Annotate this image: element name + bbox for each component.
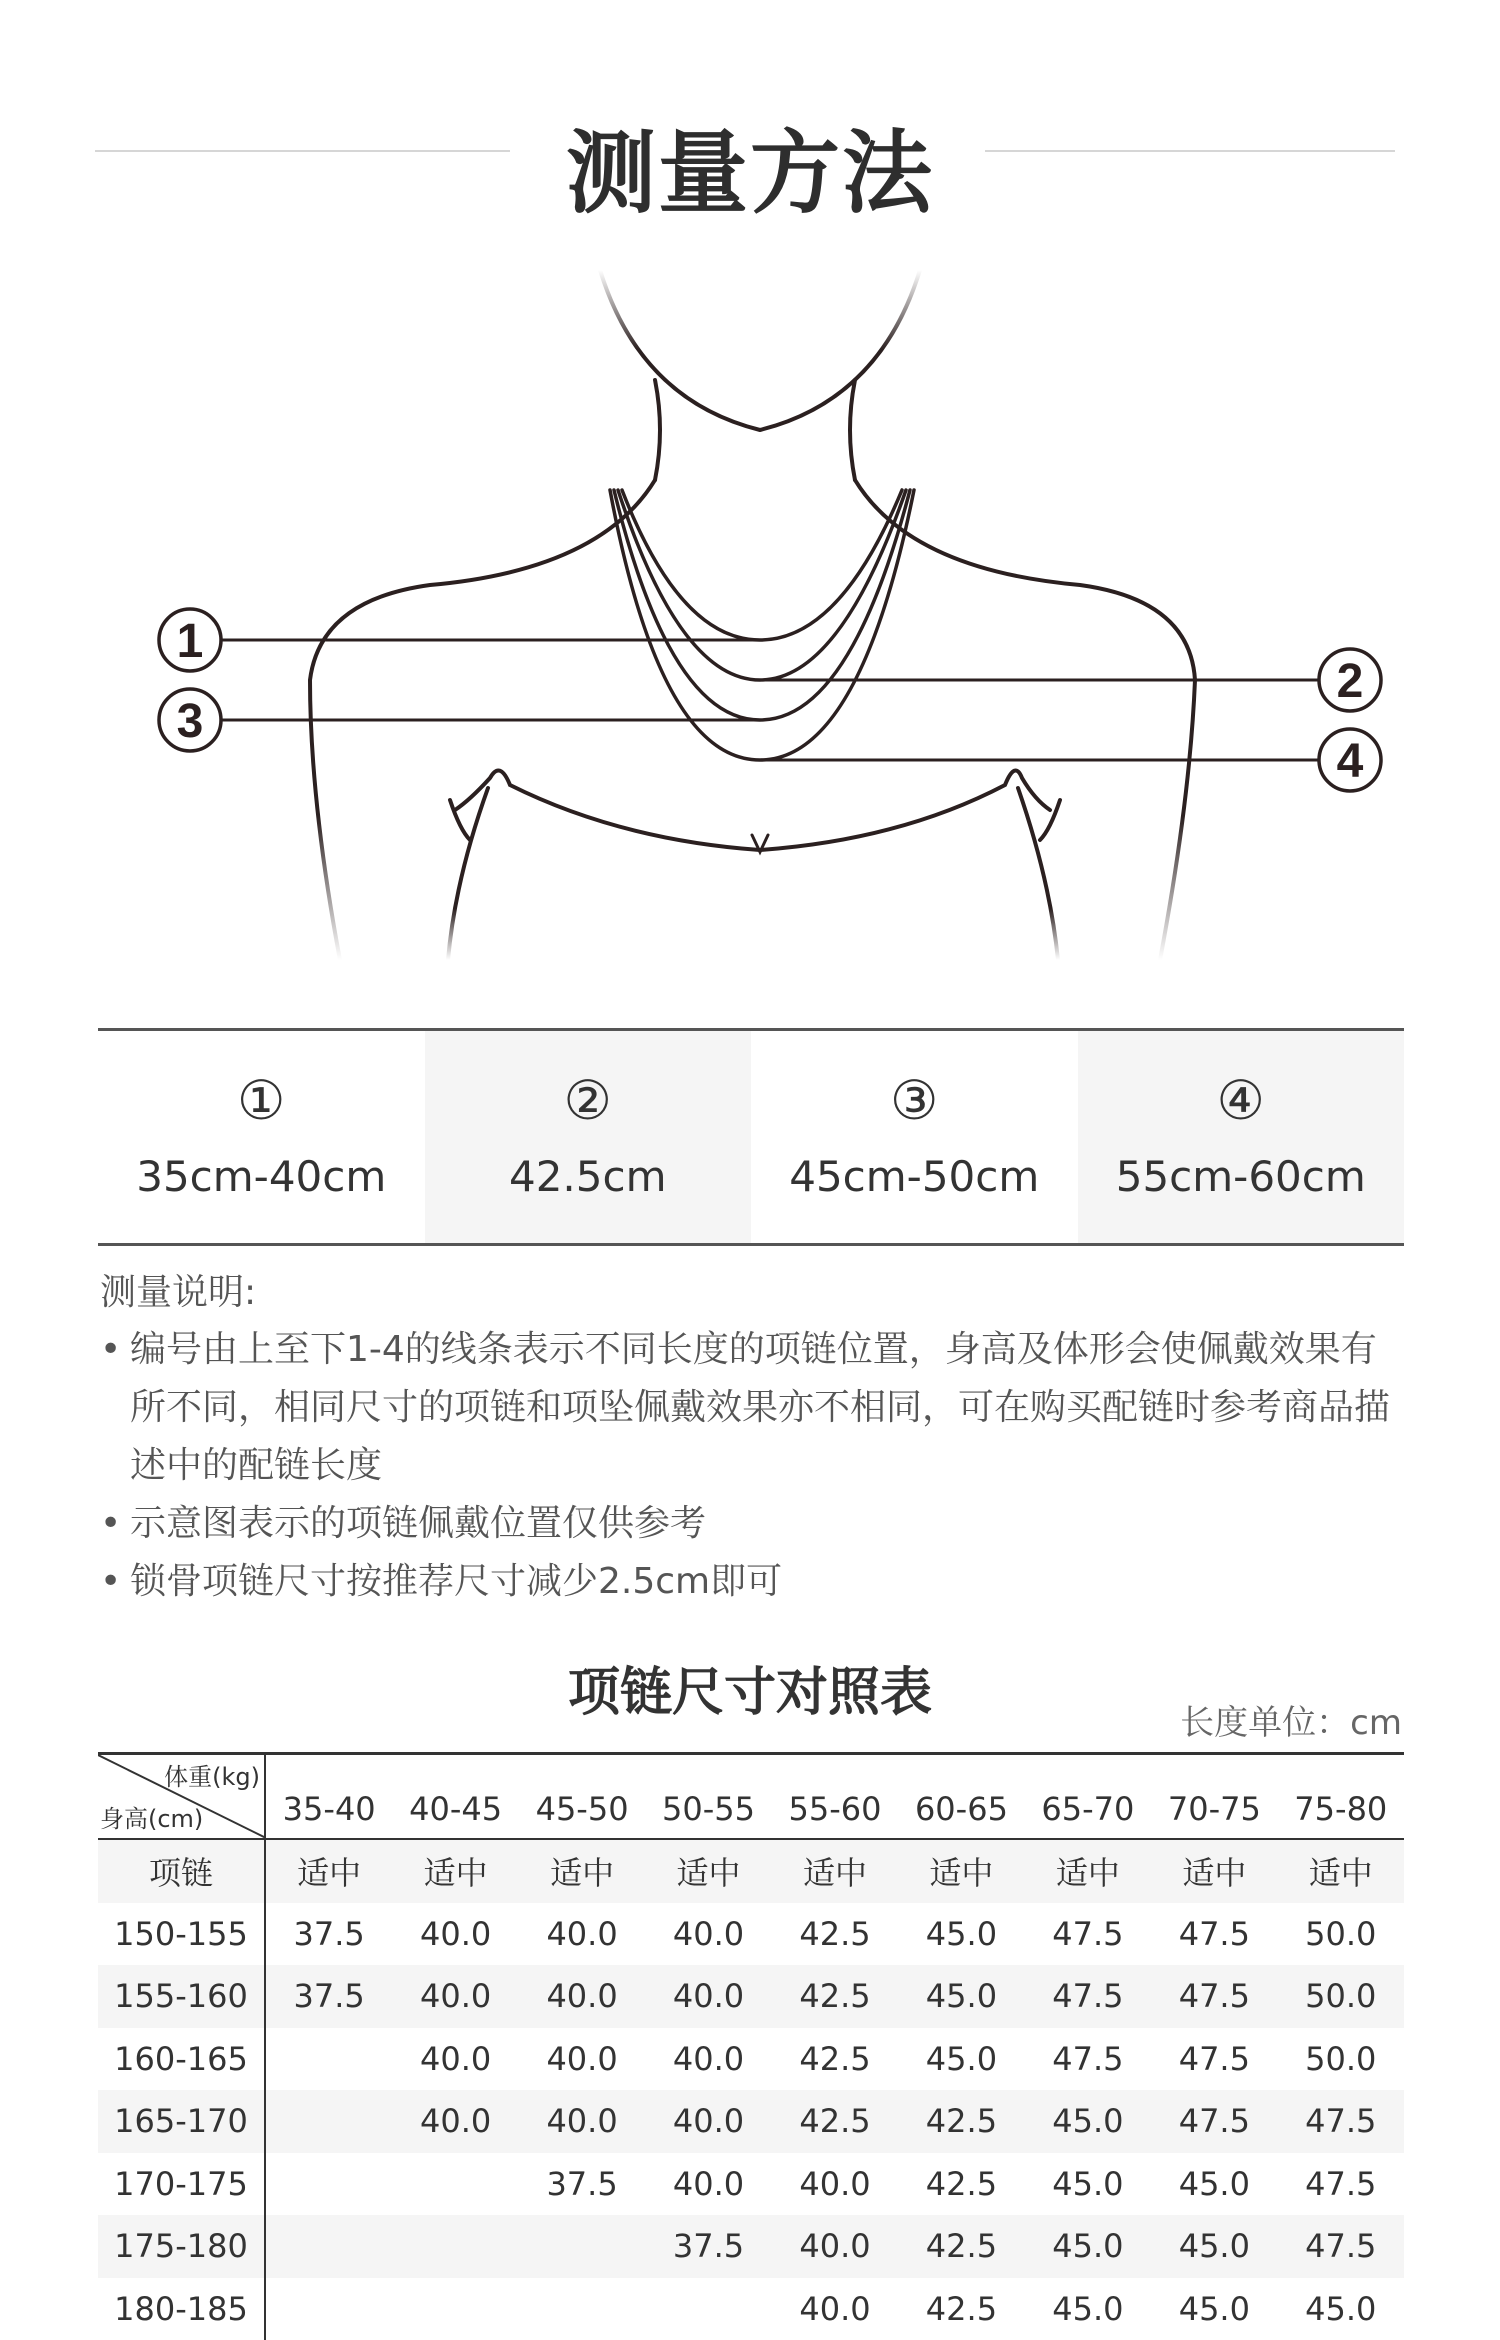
neck-left xyxy=(655,380,660,480)
height-label: 150-155 xyxy=(98,1903,266,1966)
garment-right xyxy=(1018,788,1058,960)
length-cell: 40.0 xyxy=(392,1915,518,1953)
size-cell xyxy=(751,1031,1078,1243)
size-number: ④ xyxy=(1217,1074,1265,1128)
weight-header: 70-75 xyxy=(1151,1790,1277,1838)
size-number: ① xyxy=(237,1074,285,1128)
necklace-1 xyxy=(622,490,902,640)
table-header-row xyxy=(98,1755,1404,1840)
table-row xyxy=(98,2153,1404,2216)
notes-list xyxy=(100,1321,1410,1611)
length-cell: 37.5 xyxy=(645,2227,771,2265)
length-cell: 37.5 xyxy=(519,2165,645,2203)
length-cell: 42.5 xyxy=(898,2227,1024,2265)
fit-cell: 适中 xyxy=(898,1848,1024,1894)
size-cell xyxy=(1078,1031,1405,1243)
length-cell: 37.5 xyxy=(266,1915,392,1953)
size-length: 45cm-50cm xyxy=(789,1152,1039,1201)
length-cell: 40.0 xyxy=(645,2102,771,2140)
marker-3-label: 3 xyxy=(177,695,204,748)
length-cell: 47.5 xyxy=(1278,2165,1404,2203)
weight-header: 60-65 xyxy=(898,1790,1024,1838)
neck-illustration xyxy=(0,240,1500,1000)
length-cell: 47.5 xyxy=(1025,1977,1151,2015)
height-label: 160-165 xyxy=(98,2028,266,2091)
table-row xyxy=(98,2278,1404,2340)
length-cell: 47.5 xyxy=(1278,2102,1404,2140)
size-summary xyxy=(98,1028,1404,1246)
length-cell: 42.5 xyxy=(898,2290,1024,2328)
fit-row xyxy=(98,1840,1404,1903)
fit-cell: 适中 xyxy=(1278,1848,1404,1894)
height-label: 170-175 xyxy=(98,2153,266,2216)
length-cell: 50.0 xyxy=(1278,2040,1404,2078)
size-length: 35cm-40cm xyxy=(136,1152,386,1201)
length-cell: 45.0 xyxy=(898,2040,1024,2078)
fit-cell: 适中 xyxy=(645,1848,771,1894)
size-length: 42.5cm xyxy=(509,1152,667,1201)
necklace-diagram xyxy=(0,240,1500,1000)
length-cell: 47.5 xyxy=(1151,1977,1277,2015)
length-cell: 37.5 xyxy=(266,1977,392,2015)
marker-1-label: 1 xyxy=(177,615,204,668)
length-cell: 45.0 xyxy=(1151,2227,1277,2265)
table-row xyxy=(98,2090,1404,2153)
fit-cell: 适中 xyxy=(266,1848,392,1894)
length-cell: 42.5 xyxy=(772,2102,898,2140)
notes-title: 测量说明: xyxy=(100,1265,1410,1321)
length-cell: 47.5 xyxy=(1151,1915,1277,1953)
length-cell: 40.0 xyxy=(392,2040,518,2078)
row-label: 项链 xyxy=(98,1840,266,1903)
length-cell: 45.0 xyxy=(898,1977,1024,2015)
length-cell: 45.0 xyxy=(1025,2290,1151,2328)
corner-header xyxy=(98,1755,266,1838)
length-cell: 40.0 xyxy=(645,2040,771,2078)
weight-header: 50-55 xyxy=(645,1790,771,1838)
marker-4-label: 4 xyxy=(1337,735,1364,788)
length-cell: 45.0 xyxy=(1025,2102,1151,2140)
size-length: 55cm-60cm xyxy=(1116,1152,1366,1201)
length-cell: 40.0 xyxy=(645,1915,771,1953)
size-chart-table xyxy=(98,1752,1404,2340)
length-cell: 42.5 xyxy=(772,1915,898,1953)
height-label: 180-185 xyxy=(98,2278,266,2340)
header-rule-right xyxy=(985,150,1395,152)
weight-axis-label: 体重(kg) xyxy=(164,1757,260,1792)
size-cell xyxy=(98,1031,425,1243)
length-cell: 40.0 xyxy=(772,2227,898,2265)
fit-cell: 适中 xyxy=(1025,1848,1151,1894)
length-cell: 47.5 xyxy=(1151,2102,1277,2140)
table-row xyxy=(98,1965,1404,2028)
measurement-notes xyxy=(100,1265,1410,1611)
length-cell: 40.0 xyxy=(519,2102,645,2140)
length-cell: 40.0 xyxy=(519,2040,645,2078)
unit-label: 长度单位：cm xyxy=(1180,1695,1402,1744)
length-cell: 45.0 xyxy=(1025,2227,1151,2265)
fit-cell: 适中 xyxy=(392,1848,518,1894)
fit-cell: 适中 xyxy=(1151,1848,1277,1894)
header xyxy=(0,70,1500,230)
weight-header: 45-50 xyxy=(519,1790,645,1838)
length-cell: 40.0 xyxy=(519,1977,645,2015)
size-number: ③ xyxy=(890,1074,938,1128)
length-cell: 40.0 xyxy=(519,1915,645,1953)
length-cell: 45.0 xyxy=(1151,2165,1277,2203)
necklace-2 xyxy=(618,490,906,680)
table-row xyxy=(98,1903,1404,1966)
length-cell: 47.5 xyxy=(1151,2040,1277,2078)
length-cell: 50.0 xyxy=(1278,1977,1404,2015)
length-cell: 42.5 xyxy=(772,1977,898,2015)
neck-right xyxy=(850,380,855,480)
weight-header: 35-40 xyxy=(266,1790,392,1838)
weight-header: 75-80 xyxy=(1278,1790,1404,1838)
note-item: • 示意图表示的项链佩戴位置仅供参考 xyxy=(100,1495,1410,1553)
length-cell: 40.0 xyxy=(772,2165,898,2203)
length-cell: 40.0 xyxy=(645,2165,771,2203)
length-cell: 40.0 xyxy=(645,1977,771,2015)
size-number: ② xyxy=(564,1074,612,1128)
weight-header: 40-45 xyxy=(392,1790,518,1838)
necklace-3 xyxy=(614,490,910,720)
length-cell: 40.0 xyxy=(772,2290,898,2328)
size-cell xyxy=(425,1031,752,1243)
height-label: 165-170 xyxy=(98,2090,266,2153)
table-row xyxy=(98,2215,1404,2278)
fit-cell: 适中 xyxy=(519,1848,645,1894)
length-cell: 47.5 xyxy=(1278,2227,1404,2265)
length-cell: 47.5 xyxy=(1025,2040,1151,2078)
height-axis-label: 身高(cm) xyxy=(100,1799,203,1834)
length-cell: 40.0 xyxy=(392,1977,518,2015)
note-item: • 编号由上至下1-4的线条表示不同长度的项链位置，身高及体形会使佩戴效果有所不同，相同尺寸的项链和项坠佩戴效果亦不相同，可在购买配链时参考商品描述中的配链长度 xyxy=(100,1321,1410,1495)
fit-cell: 适中 xyxy=(772,1848,898,1894)
height-label: 175-180 xyxy=(98,2215,266,2278)
length-cell: 42.5 xyxy=(898,2165,1024,2203)
length-cell: 45.0 xyxy=(1025,2165,1151,2203)
length-cell: 42.5 xyxy=(898,2102,1024,2140)
note-item: • 锁骨项链尺寸按推荐尺寸减少2.5cm即可 xyxy=(100,1553,1410,1611)
length-cell: 50.0 xyxy=(1278,1915,1404,1953)
length-cell: 47.5 xyxy=(1025,1915,1151,1953)
chart-title: 项链尺寸对照表 xyxy=(0,1650,1500,1725)
height-label: 155-160 xyxy=(98,1965,266,2028)
length-cell: 45.0 xyxy=(1151,2290,1277,2328)
length-cell: 45.0 xyxy=(898,1915,1024,1953)
length-cell: 42.5 xyxy=(772,2040,898,2078)
weight-header: 55-60 xyxy=(772,1790,898,1838)
weight-header: 65-70 xyxy=(1025,1790,1151,1838)
table-row xyxy=(98,2028,1404,2091)
marker-2-label: 2 xyxy=(1337,655,1364,708)
length-cell: 40.0 xyxy=(392,2102,518,2140)
length-cell: 45.0 xyxy=(1278,2290,1404,2328)
page-title: 测量方法 xyxy=(0,100,1500,230)
shoulder-right xyxy=(855,480,1195,960)
chin-line xyxy=(600,270,920,430)
